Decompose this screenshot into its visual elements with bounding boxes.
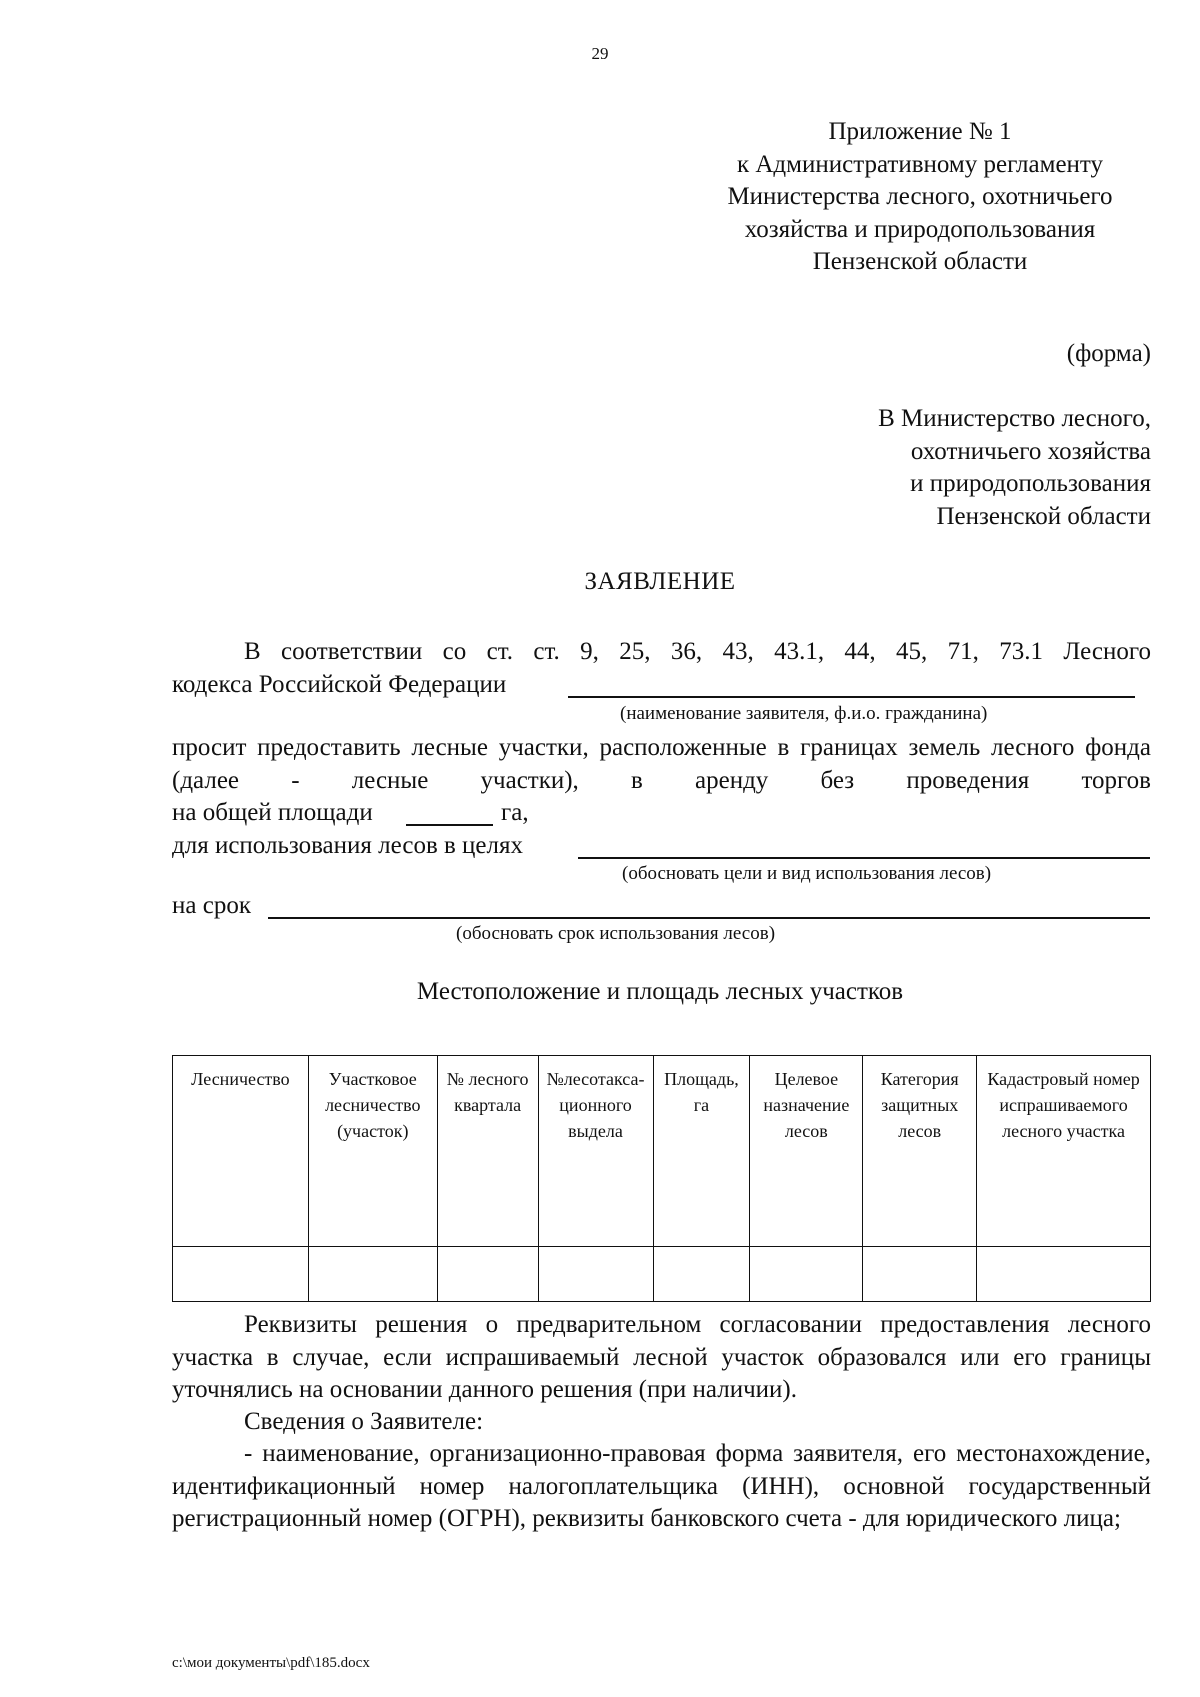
column-header: Кадастровый номер испрашиваемого лесного участка bbox=[977, 1056, 1151, 1247]
form-mark: (форма) bbox=[1066, 340, 1151, 367]
table-cell[interactable] bbox=[437, 1247, 538, 1302]
area-prefix: на общей площади bbox=[172, 799, 373, 826]
plots-table bbox=[172, 1055, 1151, 1302]
table-cell[interactable] bbox=[308, 1247, 437, 1302]
addressee-line: Пензенской области bbox=[936, 502, 1151, 530]
intro-line-2: кодекса Российской Федерации bbox=[172, 671, 507, 698]
addressee-block bbox=[878, 403, 1151, 533]
appendix-line: Пензенской области bbox=[812, 248, 1028, 275]
addressee-line: В Министерство лесного, bbox=[878, 405, 1151, 432]
table-cell[interactable] bbox=[750, 1247, 863, 1302]
term-hint: (обосновать срок использования лесов) bbox=[456, 923, 776, 944]
applicant-hint: (наименование заявителя, ф.и.о. гражданина) bbox=[620, 703, 988, 724]
term-field[interactable] bbox=[268, 917, 1150, 919]
legal-entity-paragraph: - наименование, организационно-правовая форма заявителя, его местонахождение, идентификационный номер налогоплательщика (ИНН), основной государственный регистрационный номер (ОГРН), реквизиты банковского счета - для юридического лица; bbox=[172, 1440, 1151, 1532]
table-cell[interactable] bbox=[977, 1247, 1151, 1302]
area-field[interactable] bbox=[406, 824, 493, 826]
column-header: Площадь, га bbox=[653, 1056, 750, 1247]
footer-file-path: c:\мои документы\pdf\185.docx bbox=[172, 1655, 370, 1671]
column-header: Участковое лесничество (участок) bbox=[308, 1056, 437, 1247]
table-cell[interactable] bbox=[173, 1247, 309, 1302]
appendix-line: хозяйства и природопользования bbox=[744, 215, 1096, 243]
table-header-row bbox=[173, 1056, 1151, 1247]
purpose-field[interactable] bbox=[578, 857, 1150, 859]
table-cell[interactable] bbox=[863, 1247, 977, 1302]
request-text: просит предоставить лесные участки, расположенные в границах земель лесного фонда (далее - лесные участки), в аренду без проведения торгов bbox=[172, 734, 1151, 794]
intro-line-1: В соответствии со ст. ст. 9, 25, 36, 43, 43.1, 44, 45, 71, 73.1 Лесного bbox=[244, 638, 1151, 665]
appendix-block bbox=[690, 116, 1150, 279]
column-header: №лесотакса-ционного выдела bbox=[538, 1056, 653, 1247]
term-label: на срок bbox=[172, 892, 251, 919]
table-cell[interactable] bbox=[653, 1247, 750, 1302]
decision-paragraph: Реквизиты решения о предварительном согласовании предоставления лесного участка в случае, если испрашиваемый лесной участок образовался или его границы уточнялись на основании данного решения (при наличии). bbox=[172, 1311, 1151, 1403]
area-suffix: га, bbox=[501, 799, 529, 826]
purpose-label: для использования лесов в целях bbox=[172, 832, 524, 859]
appendix-line: Министерства лесного, охотничьего bbox=[727, 183, 1113, 210]
addressee-line: и природопользования bbox=[910, 470, 1151, 497]
document-title: ЗАЯВЛЕНИЕ bbox=[584, 568, 736, 595]
applicant-info-label: Сведения о Заявителе: bbox=[244, 1408, 484, 1435]
addressee-line: охотничьего хозяйства bbox=[910, 437, 1151, 465]
appendix-line: к Административному регламенту bbox=[736, 150, 1104, 178]
applicant-name-field[interactable] bbox=[568, 696, 1135, 698]
page-number: 29 bbox=[591, 44, 609, 63]
column-header: № лесного квартала bbox=[437, 1056, 538, 1247]
column-header: Лесничество bbox=[173, 1056, 309, 1247]
appendix-line: Приложение № 1 bbox=[828, 118, 1012, 145]
table-row bbox=[173, 1247, 1151, 1302]
purpose-hint: (обосновать цели и вид использования лесов) bbox=[622, 863, 992, 884]
column-header: Категория защитных лесов bbox=[863, 1056, 977, 1247]
table-cell[interactable] bbox=[538, 1247, 653, 1302]
column-header: Целевое назначение лесов bbox=[750, 1056, 863, 1247]
section-title: Местоположение и площадь лесных участков bbox=[416, 978, 904, 1005]
